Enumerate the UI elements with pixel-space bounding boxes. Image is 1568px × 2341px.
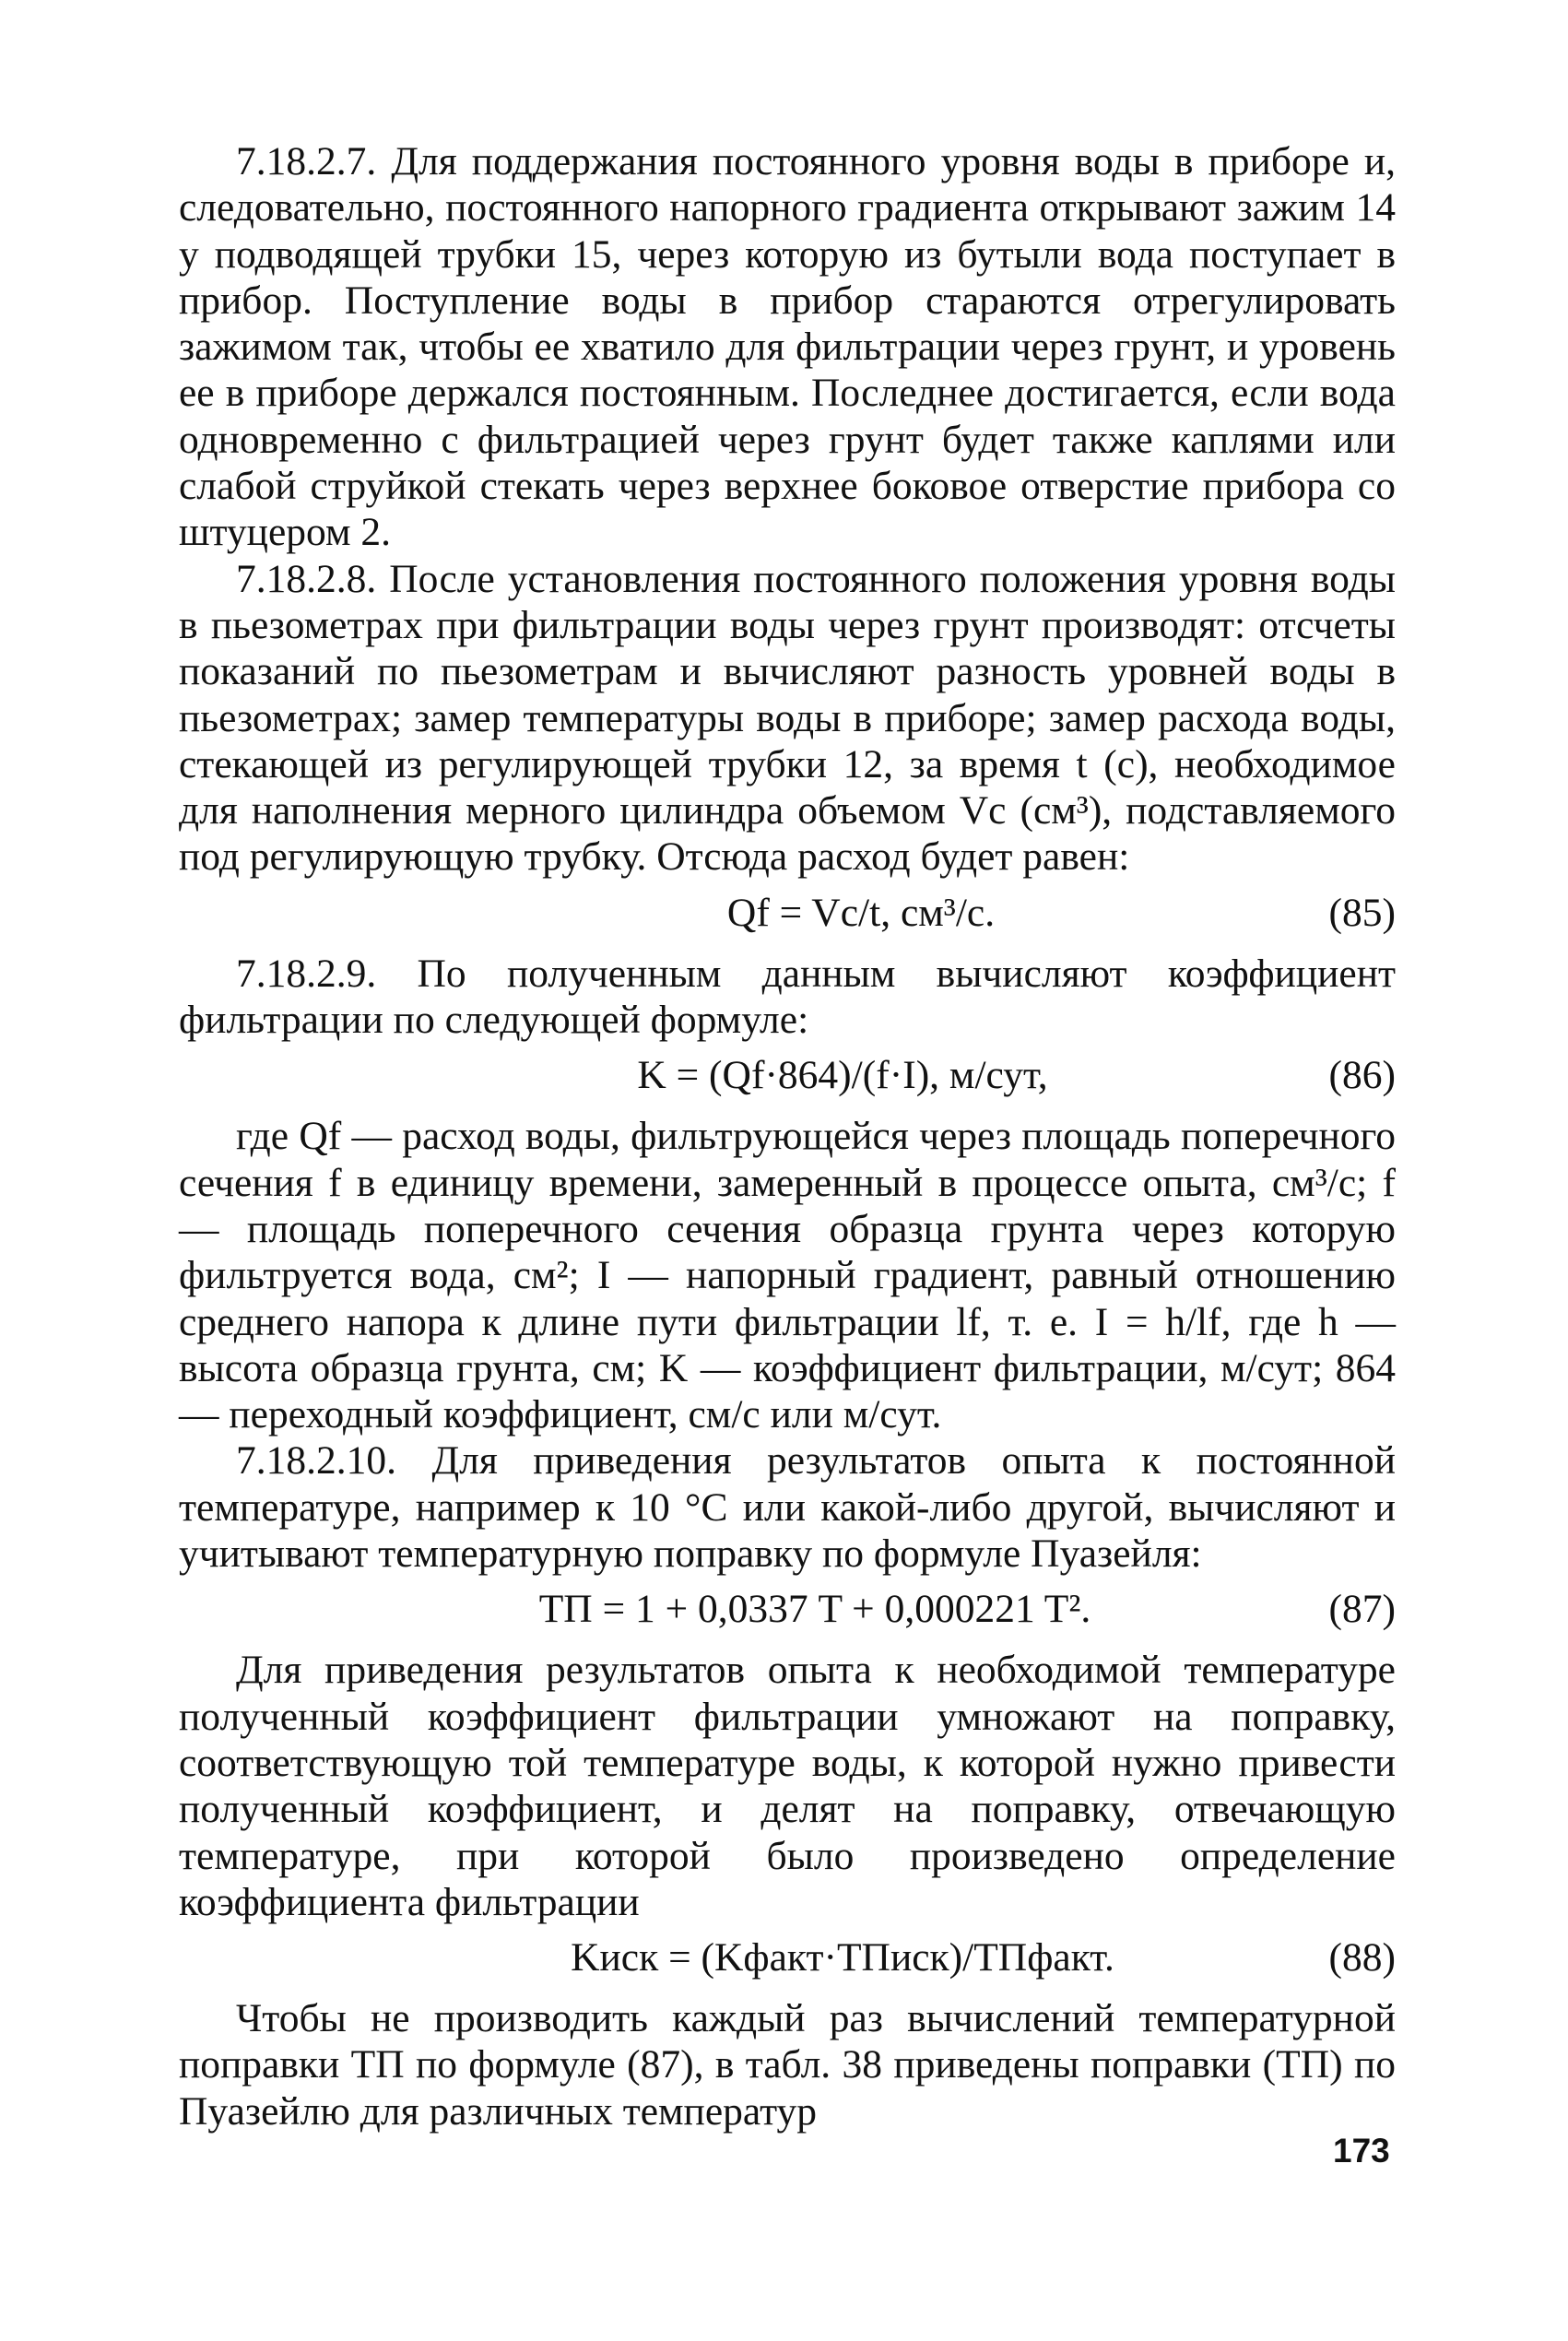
formula-88-number: (88) <box>1328 1935 1396 1980</box>
paragraph-variable-definitions: где Qf — расход воды, фильтрующейся через площадь поперечного сечения f в единицу времени, замеренный в процессе опыта, см³/с; f — площадь поперечного сечения образца грунта через которую фильтруется вода, см²; I — напорный градиент, равный отношению среднего напора к длине пути фильтрации lf, т. е. I = h/lf, где h — высота образца грунта, см; K — коэффициент фильтрации, м/сут; 864 — переходный коэффициент, см/с или м/сут. <box>179 1114 1396 1437</box>
paragraph-7-18-2-7: 7.18.2.7. Для поддержания постоянного уровня воды в приборе и, следовательно, постоянного напорного градиента открывают зажим 14 у подводящей трубки 15, через которую из бутыли вода поступает в прибор. Поступление воды в прибор стараются отрегулировать зажимом так, чтобы ее хватило для фильтрации через грунт, и уровень ее в приборе держался постоянным. Последнее достигается, если вода одновременно с фильтрацией через грунт будет также каплями или слабой струйкой стекать через верхнее боковое отверстие прибора со штуцером 2. <box>179 139 1396 555</box>
formula-86-number: (86) <box>1328 1053 1396 1098</box>
formula-87-expression: ТП = 1 + 0,0337 T + 0,000221 T². <box>538 1587 1091 1632</box>
formula-88 <box>179 1931 1396 1986</box>
paragraph-7-18-2-8: 7.18.2.8. После установления постоянного положения уровня воды в пьезометрах при фильтрации воды через грунт производят: отсчеты показаний по пьезометрам и вычисляют разность уровней воды в пьезометрах; замер температуры воды в приборе; замер расхода воды, стекающей из регулирующей трубки 12, за время t (с), необходимое для наполнения мерного цилиндра объемом Vc (см³), подставляемого под регулирующую трубку. Отсюда расход будет равен: <box>179 556 1396 880</box>
formula-85 <box>179 886 1396 941</box>
formula-85-expression: Qf = Vc/t, см³/с. <box>726 890 996 935</box>
formula-86-expression: K = (Qf·864)/(f·I), м/сут, <box>637 1053 1048 1098</box>
formula-87-number: (87) <box>1328 1587 1396 1632</box>
paragraph-7-18-2-9: 7.18.2.9. По полученным данным вычисляют коэффициент фильтрации по следующей формуле: <box>179 951 1396 1043</box>
paragraph-table-reference: Чтобы не производить каждый раз вычислений температурной поправки ТП по формуле (87), в табл. 38 приведены поправки (ТП) по Пуазейлю для различных температур <box>179 1996 1396 2134</box>
paragraph-temperature-reduction: Для приведения результатов опыта к необходимой температуре полученный коэффициент фильтрации умножают на поправку, соответствующую той температуре воды, к которой нужно привести полученный коэффициент, и делят на поправку, отвечающую температуре, при которой было произведено определение коэффициента фильтрации <box>179 1648 1396 1924</box>
formula-88-expression: Kиск = (Kфакт·ТПиск)/ТПфакт. <box>571 1935 1114 1980</box>
page-number: 173 <box>1333 2132 1390 2170</box>
formula-86 <box>179 1048 1396 1104</box>
page-body <box>179 138 1396 2134</box>
formula-85-number: (85) <box>1328 890 1396 935</box>
paragraph-7-18-2-10: 7.18.2.10. Для приведения результатов опыта к постоянной температуре, например к 10 °С или какой-либо другой, вычисляют и учитывают температурную поправку по формуле Пуазейля: <box>179 1438 1396 1577</box>
formula-87 <box>179 1582 1396 1638</box>
